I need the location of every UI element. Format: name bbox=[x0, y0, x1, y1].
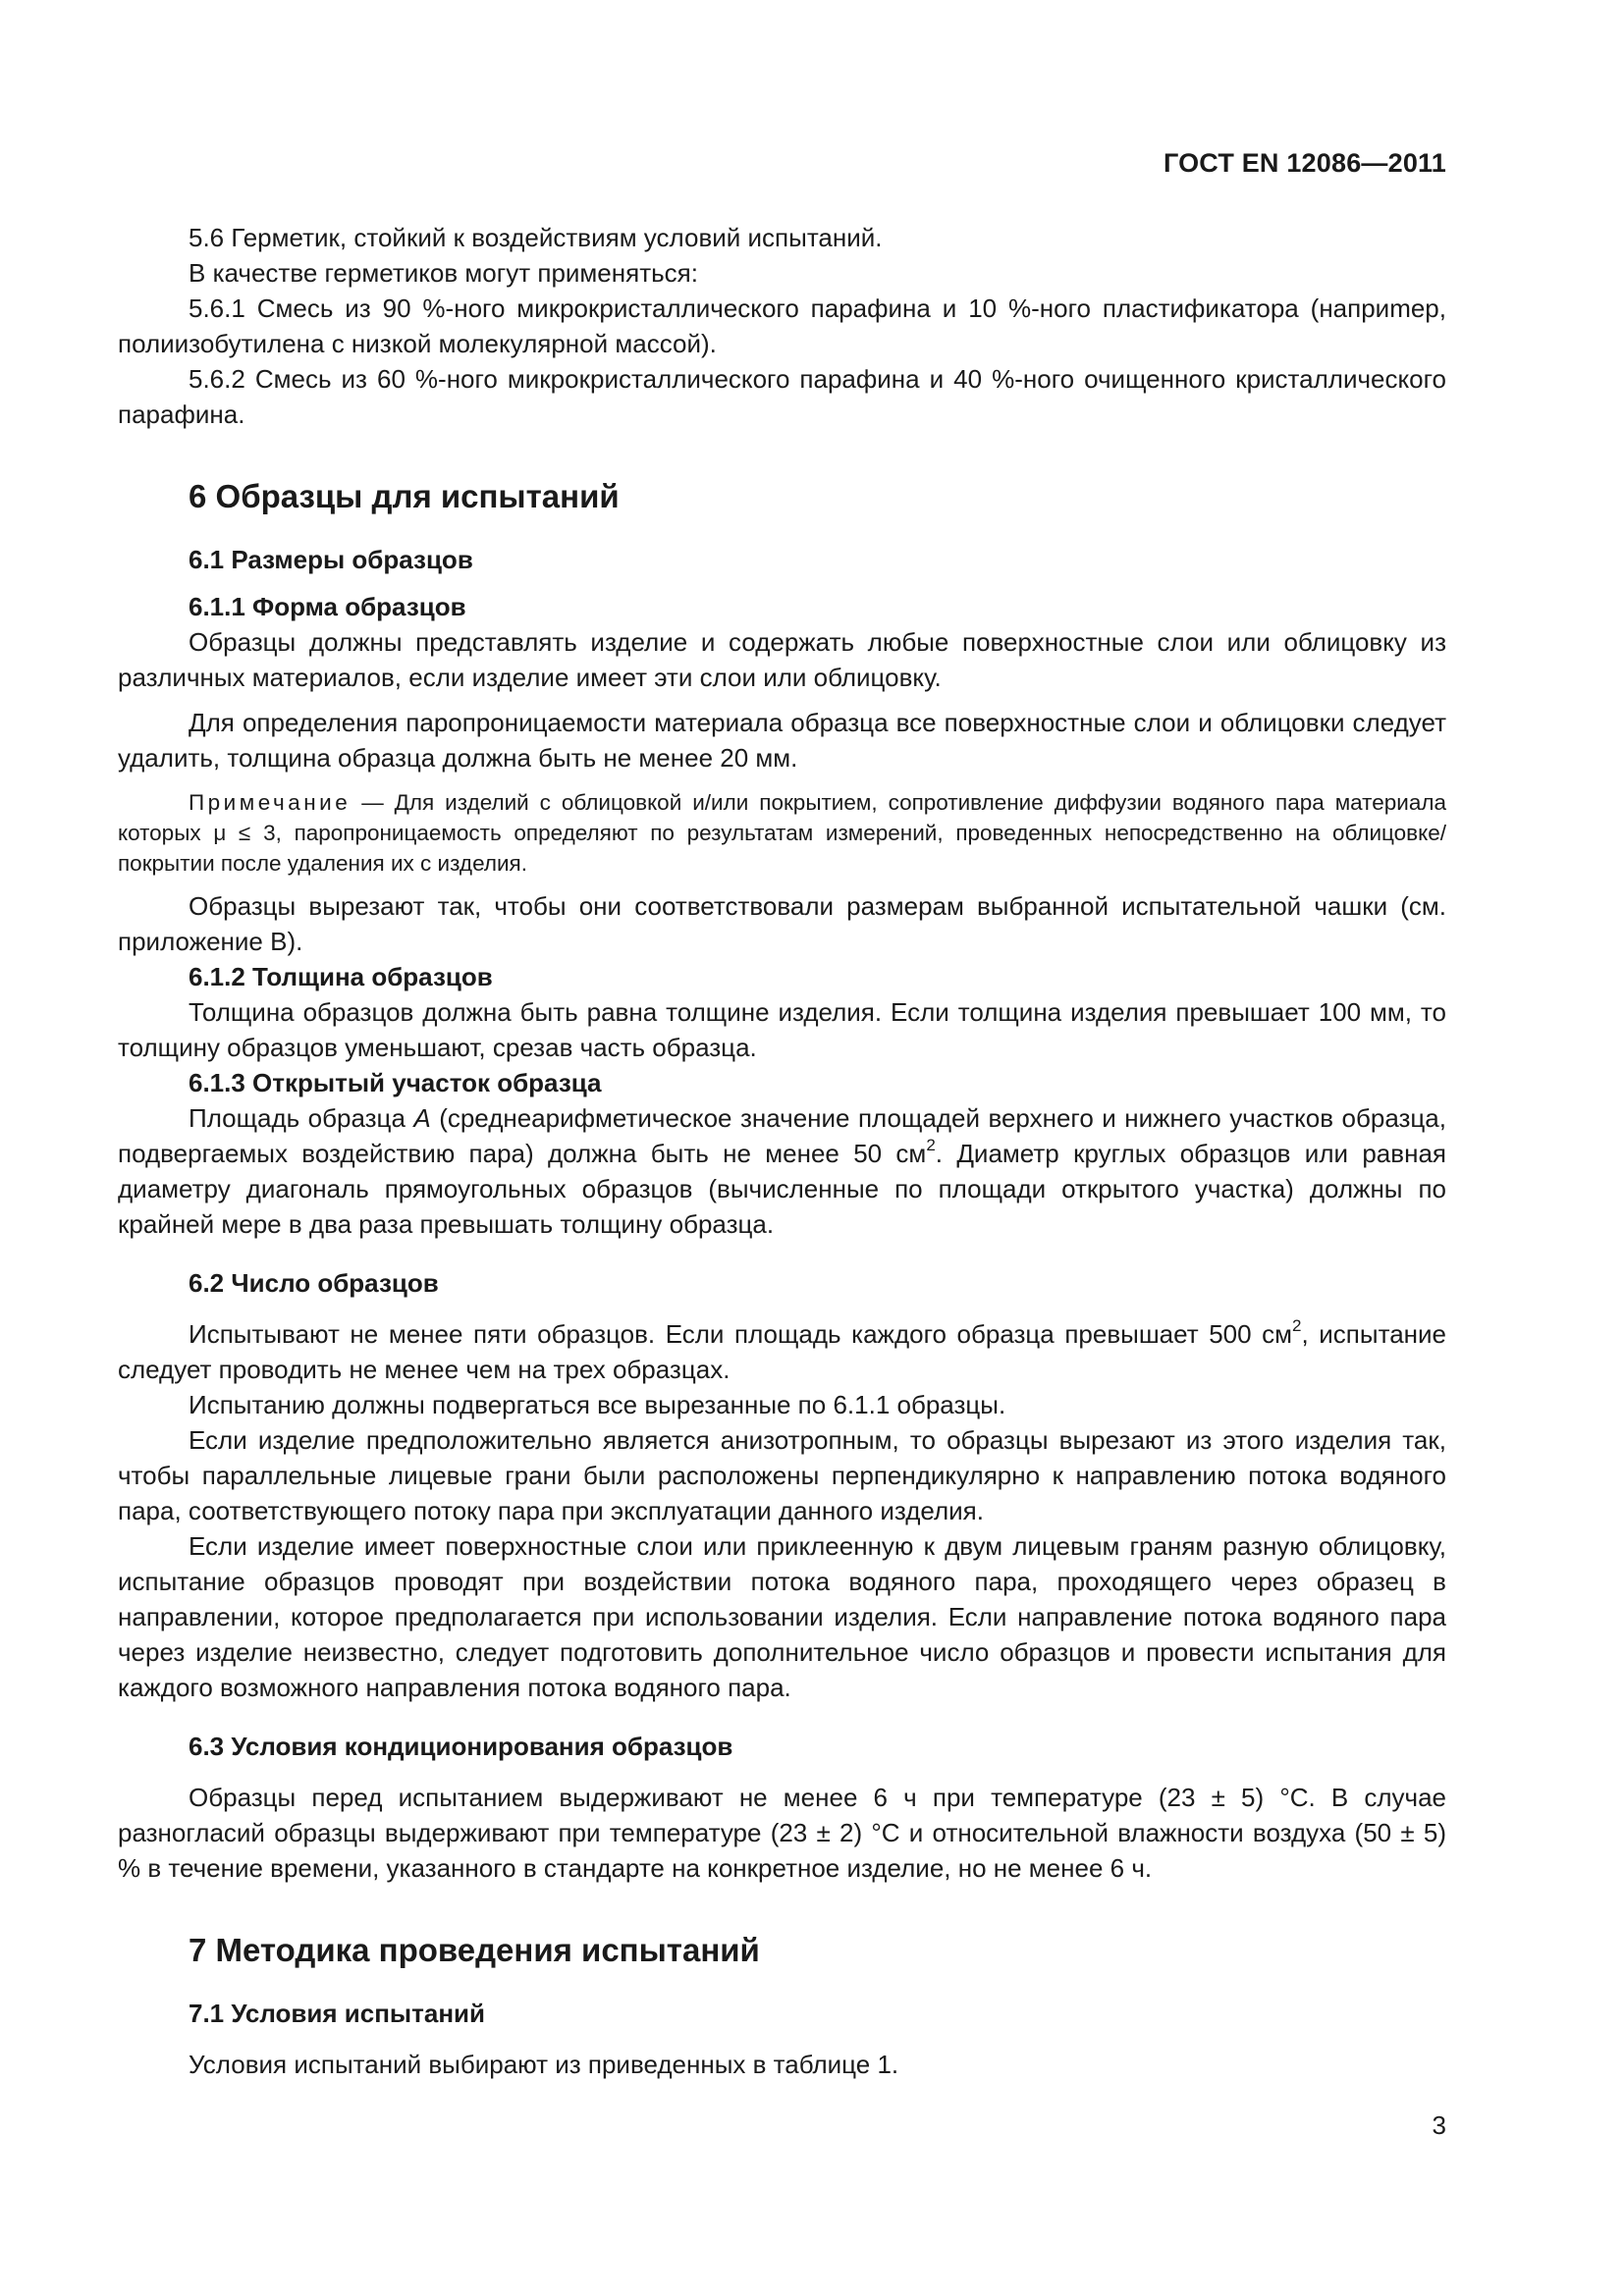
paragraph-6-2-c: Если изделие предположительно является анизотропным, то образцы вырезают из этого изделия так, чтобы параллельные лицевые грани были расположены перпендикулярно к направлению потока водяного пара, соответствующего потоку пара при эксплуатации данного изделия. bbox=[118, 1425, 1446, 1525]
page-number: 3 bbox=[1432, 2110, 1446, 2140]
section-6-2-heading: 6.2 Число образцов bbox=[189, 1268, 439, 1298]
superscript: 2 bbox=[1292, 1316, 1302, 1336]
paragraph-6-1-2: Толщина образцов должна быть равна толщине изделия. Если толщина изделия превышает 100 мм, то толщину образцов уменьшают, срезав часть образца. bbox=[118, 997, 1446, 1062]
paragraph-5-6-1: 5.6.1 Смесь из 90 %-ного микрокристаллического парафина и 10 %-ного пластификатора (наприmер, полиизобутилена с низкой молекулярной массой). bbox=[118, 294, 1446, 358]
note-label: Примечание bbox=[189, 790, 352, 815]
text-run: (среднеарифметическое значение площадей верхнего и нижнего участков образца, подвергаемых воздействию пара) должна быть не менее 50 см bbox=[118, 1103, 1446, 1168]
section-7-heading: 7 Методика проведения испытаний bbox=[189, 1932, 760, 1968]
paragraph-6-1-1-b: Для определения паропроницаемости материала образца все поверхностные слои и облицовки следует удалить, толщина образца должна быть не менее 20 мм. bbox=[118, 708, 1446, 773]
document-code-header: ГОСТ EN 12086—2011 bbox=[1163, 148, 1446, 178]
paragraph-6-2-b: Испытанию должны подвергаться все вырезанные по 6.1.1 образцы. bbox=[189, 1390, 1006, 1419]
paragraph-5-6: 5.6 Герметик, стойкий к воздействиям условий испытаний. bbox=[189, 223, 883, 252]
note-6-1-1 bbox=[118, 787, 1446, 879]
superscript: 2 bbox=[926, 1136, 936, 1155]
paragraph-sealants-intro: В качестве герметиков могут применяться: bbox=[189, 258, 698, 288]
paragraph-5-6-2: 5.6.2 Смесь из 60 %-ного микрокристаллического парафина и 40 %-ного очищенного кристаллического парафина. bbox=[118, 364, 1446, 429]
note-text: — Для изделий с облицовкой и/или покрытием, сопротивление диффузии водяного пара материала которых μ ≤ 3, паропроницаемость определяют по результатам измерений, проведенных непосредственно на облицовке/покрытии после удаления их с изделия. bbox=[118, 790, 1446, 876]
text-run: Площадь образца bbox=[189, 1103, 414, 1133]
paragraph-6-2-d: Если изделие имеет поверхностные слои или приклеенную к двум лицевым граням разную облицовку, испытание образцов проводят при воздействии потока водяного пара, проходящего через образец в направлении, которое предполагается при использовании изделия. Если направление потока водяного пара через изделие неизвестно, следует подготовить дополнительное число образцов и провести испытания для каждого возможного направления потока водяного пара. bbox=[118, 1531, 1446, 1702]
paragraph-6-3: Образцы перед испытанием выдерживают не менее 6 ч при температуре (23 ± 5) °С. В случае разногласий образцы выдерживают при температуре (23 ± 2) °С и относительной влажности воздуха (50 ± 5) % в течение времени, указанного в стандарте на конкретное изделие, но не менее 6 ч. bbox=[118, 1783, 1446, 1883]
page-content bbox=[118, 220, 1446, 2082]
section-6-1-3-heading: 6.1.3 Открытый участок образца bbox=[189, 1068, 602, 1097]
section-6-heading: 6 Образцы для испытаний bbox=[189, 478, 620, 514]
paragraph-6-2-a bbox=[118, 1316, 1446, 1387]
text-run: . Диаметр круглых образцов или равная диаметру диагональ прямоугольных образцов (вычисленные по площади открытого участка) должны по крайней мере в два раза превышать толщину образца. bbox=[118, 1139, 1446, 1239]
section-6-1-2-heading: 6.1.2 Толщина образцов bbox=[189, 962, 493, 991]
paragraph-6-1-1-c: Образцы вырезают так, чтобы они соответствовали размерам выбранной испытательной чашки (см. приложение В). bbox=[118, 891, 1446, 956]
section-6-3-heading: 6.3 Условия кондиционирования образцов bbox=[189, 1732, 733, 1761]
paragraph-7-1: Условия испытаний выбирают из приведенных в таблице 1. bbox=[189, 2050, 899, 2079]
section-6-1-heading: 6.1 Размеры образцов bbox=[189, 545, 473, 574]
variable-a: A bbox=[413, 1103, 431, 1133]
paragraph-6-1-1-a: Образцы должны представлять изделие и содержать любые поверхностные слои или облицовку из различных материалов, если изделие имеет эти слои или облицовку. bbox=[118, 627, 1446, 692]
text-run: Испытывают не менее пяти образцов. Если площадь каждого образца превышает 500 см bbox=[189, 1319, 1293, 1349]
section-7-1-heading: 7.1 Условия испытаний bbox=[189, 1999, 485, 2028]
section-6-1-1-heading: 6.1.1 Форма образцов bbox=[189, 592, 466, 621]
text-run: , испытание следует проводить не менее чем на трех образцах. bbox=[118, 1319, 1446, 1384]
paragraph-6-1-3 bbox=[118, 1100, 1446, 1242]
